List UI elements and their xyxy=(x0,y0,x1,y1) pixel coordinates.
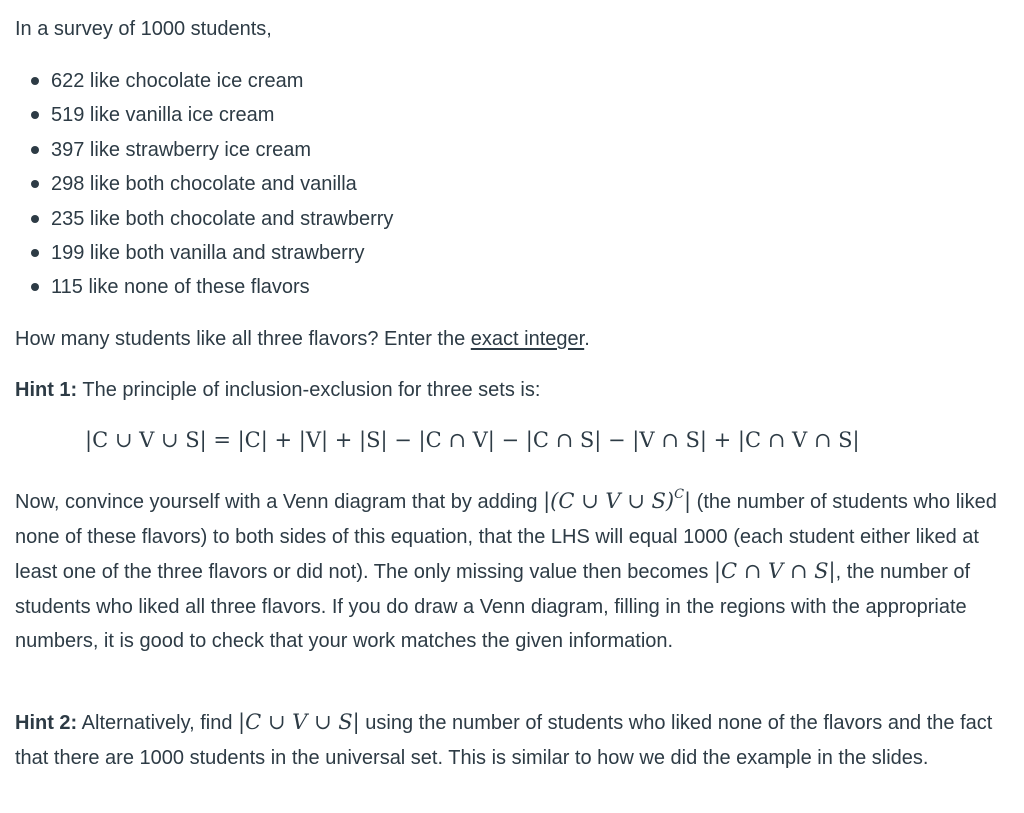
bullet-icon xyxy=(31,283,39,291)
question-text: How many students like all three flavors? Enter the exact integer. xyxy=(15,328,590,350)
list-item: 115 like none of these flavors xyxy=(30,272,393,306)
list-item: 519 like vanilla ice cream xyxy=(30,100,393,134)
list-item: 199 like both vanilla and strawberry xyxy=(30,238,393,272)
hint-1-label: Hint 1: xyxy=(15,379,78,401)
hint-2: Hint 2: Alternatively, find |C ∪ V ∪ S| using the number of students who liked none of the flavors and the fact that there are 1000 students in the universal set. This is similar to how we did the example in the slides. xyxy=(15,710,993,769)
intersection-math: |C ∩ V ∩ S| xyxy=(713,559,836,583)
bullet-icon xyxy=(31,77,39,85)
intro-text: In a survey of 1000 students, xyxy=(15,18,272,40)
hint-2-label: Hint 2: xyxy=(15,712,78,734)
bullet-icon xyxy=(31,146,39,154)
exact-integer-link[interactable]: exact integer xyxy=(470,328,585,350)
list-item: 298 like both chocolate and vanilla xyxy=(30,169,393,203)
list-item: 622 like chocolate ice cream xyxy=(30,66,393,100)
complement-math: |(C ∪ V ∪ S)$^C$| xyxy=(543,487,692,513)
survey-results-list xyxy=(30,66,393,307)
list-item: 397 like strawberry ice cream xyxy=(30,135,393,169)
explanation-paragraph: Now, convince yourself with a Venn diagram that by adding |(C ∪ V ∪ S)$^C$| (the number of students who liked none of these flavors) to both sides of this equation, that the LHS will equal 1000 (each student either liked at least one of the three flavors or did not). The only missing value then becomes |C ∩ V ∩ S|, the number of students who liked all three flavors. If you do draw a Venn diagram, filling in the regions with the appropriate numbers, it is good to check that your work matches the given information. xyxy=(15,487,997,652)
bullet-icon xyxy=(31,111,39,119)
bullet-icon xyxy=(31,180,39,188)
bullet-icon xyxy=(31,215,39,223)
union-math: |C ∪ V ∪ S| xyxy=(238,710,360,734)
list-item: 235 like both chocolate and strawberry xyxy=(30,204,393,238)
inclusion-exclusion-formula: |C ∪ V ∪ S| = |C| + |V| + |S| − |C ∩ V| − |C ∩ S| − |V ∩ S| + |C ∩ V ∩ S| xyxy=(85,428,860,452)
bullet-icon xyxy=(31,249,39,257)
hint-1: Hint 1: The principle of inclusion-exclusion for three sets is: xyxy=(15,379,541,401)
